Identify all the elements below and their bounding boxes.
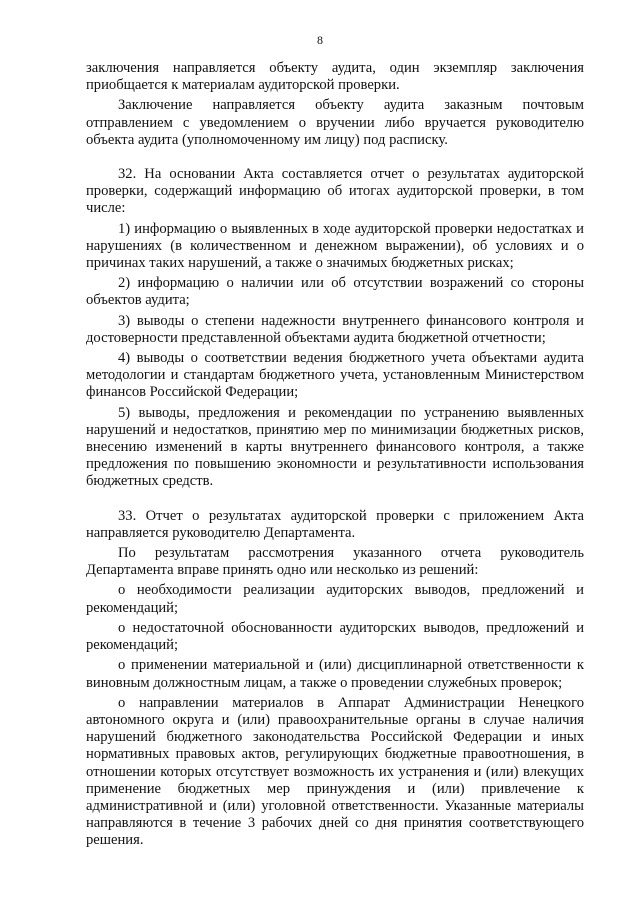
paragraph: о направлении материалов в Аппарат Администрации Ненецкого автономного округа и (или) правоохранительные органы в случае наличия нарушений бюджетного законодательства Российской Федерации и иных нормативных правовых актов, регулирующих бюджетные правоотношения, в отношении которых отсутствует возможность их устранения и (или) влекущих применение бюджетных мер принуждения и (или) привлечение к административной и (или) уголовной ответственности. Указанные материалы направляются в течение 3 рабочих дней со дня принятия соответствующего решения. (86, 694, 584, 849)
paragraph: 4) выводы о соответствии ведения бюджетного учета объектами аудита методологии и стандартам бюджетного учета, установленным Министерством финансов Российской Федерации; (86, 350, 584, 401)
paragraph: заключения направляется объекту аудита, один экземпляр заключения приобщается к материалам аудиторской проверки. (86, 60, 584, 94)
paragraph: 3) выводы о степени надежности внутреннего финансового контроля и достоверности представленной объектами аудита бюджетной отчетности; (86, 312, 584, 346)
paragraph: 32. На основании Акта составляется отчет о результатах аудиторской проверки, содержащий информацию об итогах аудиторской проверки, в том числе: (86, 166, 584, 217)
paragraph: 1) информацию о выявленных в ходе аудиторской проверки недостатках и нарушениях (в количественном и денежном выражении), об условиях и о причинах таких нарушений, а также о значимых бюджетных рисках; (86, 220, 584, 272)
paragraph: 2) информацию о наличии или об отсутствии возражений со стороны объектов аудита; (86, 275, 584, 309)
section-spacer (86, 491, 584, 508)
paragraph: Заключение направляется объекту аудита заказным почтовым отправлением с уведомлением о вручении либо вручается руководителю объекта аудита (уполномоченному им лицу) под расписку. (86, 97, 584, 148)
page-number: 8 (317, 33, 323, 47)
paragraph: о применении материальной и (или) дисциплинарной ответственности к виновным должностным лицам, а также о проведении служебных проверок; (86, 657, 584, 691)
paragraph: По результатам рассмотрения указанного отчета руководитель Департамента вправе принять одно или несколько из решений: (86, 545, 584, 579)
paragraph: о необходимости реализации аудиторских выводов, предложений и рекомендаций; (86, 582, 584, 616)
document-body (86, 60, 584, 850)
section-spacer (86, 149, 584, 166)
paragraph: о недостаточной обоснованности аудиторских выводов, предложений и рекомендаций; (86, 619, 584, 654)
paragraph: 33. Отчет о результатах аудиторской проверки с приложением Акта направляется руководителю Департамента. (86, 507, 584, 541)
paragraph: 5) выводы, предложения и рекомендации по устранению выявленных нарушений и недостатков, принятию мер по минимизации бюджетных рисков, внесению изменений в карты внутреннего финансового контроля, а также предложения по повышению экономности и результативности использования бюджетных средств. (86, 404, 584, 490)
